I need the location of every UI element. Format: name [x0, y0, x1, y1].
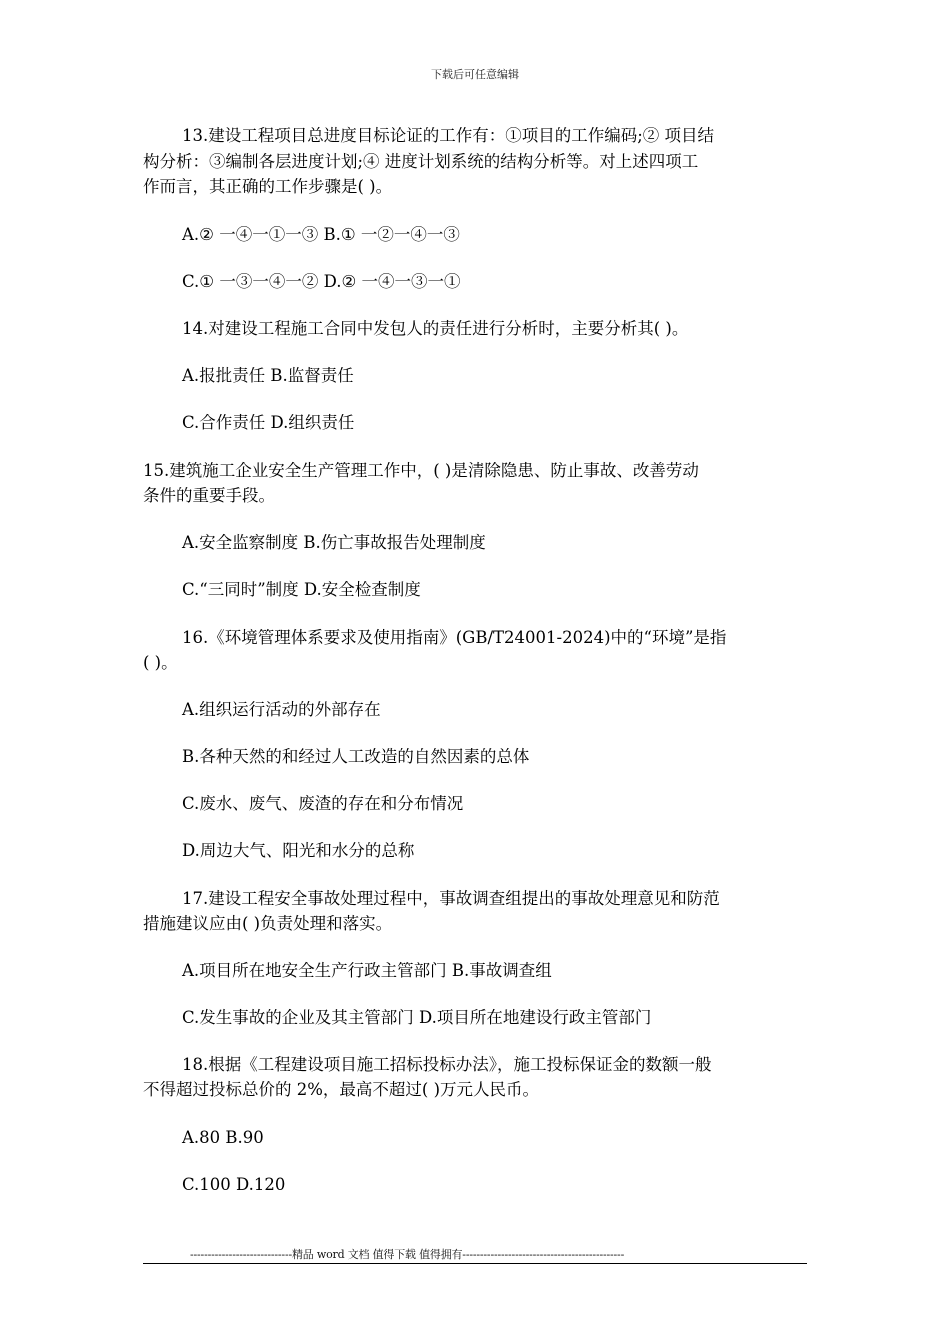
page-footer: -----------------------------精品 word 文档 值得下载 值得拥有----------------------------------------------	[190, 1248, 625, 1261]
q17-stem-line2: 措施建议应由( )负责处理和落实。	[143, 914, 393, 933]
page-header: 下载后可任意编辑	[431, 68, 519, 81]
q13-stem-line3: 作而言，其正确的工作步骤是( )。	[143, 177, 393, 196]
q13-options-cd: C.① 一③一④一② D.② 一④一③一①	[182, 272, 461, 291]
q14-options-cd: C.合作责任 D.组织责任	[182, 413, 355, 432]
q15-stem-line1: 15.建筑施工企业安全生产管理工作中，( )是清除隐患、防止事故、改善劳动	[143, 461, 699, 480]
q18-options-ab: A.80 B.90	[182, 1128, 264, 1147]
q13-stem-line2: 构分析：③编制各层进度计划;④ 进度计划系统的结构分析等。对上述四项工	[143, 152, 699, 171]
q15-options-ab: A.安全监察制度 B.伤亡事故报告处理制度	[182, 533, 486, 552]
q16-stem-line1: 16.《环境管理体系要求及使用指南》(GB/T24001-2024)中的“环境”是指	[182, 628, 727, 647]
q13-stem-line1: 13.建设工程项目总进度目标论证的工作有：①项目的工作编码;② 项目结	[182, 126, 715, 145]
q17-stem-line1: 17.建设工程安全事故处理过程中，事故调查组提出的事故处理意见和防范	[182, 889, 720, 908]
q14-options-ab: A.报批责任 B.监督责任	[182, 366, 354, 385]
q16-option-c: C.废水、废气、废渣的存在和分布情况	[182, 794, 464, 813]
q15-options-cd: C.“三同时”制度 D.安全检查制度	[182, 580, 421, 599]
q18-options-cd: C.100 D.120	[182, 1175, 286, 1194]
footer-divider	[143, 1263, 807, 1264]
q16-option-d: D.周边大气、阳光和水分的总称	[182, 841, 415, 860]
q16-option-b: B.各种天然的和经过人工改造的自然因素的总体	[182, 747, 530, 766]
q17-options-ab: A.项目所在地安全生产行政主管部门 B.事故调查组	[182, 961, 552, 980]
q16-option-a: A.组织运行活动的外部存在	[182, 700, 381, 719]
q16-stem-line2: ( )。	[143, 653, 178, 672]
q18-stem-line1: 18.根据《工程建设项目施工招标投标办法》，施工投标保证金的数额一般	[182, 1055, 712, 1074]
q18-stem-line2: 不得超过投标总价的 2%，最高不超过( )万元人民币。	[143, 1080, 540, 1099]
q17-options-cd: C.发生事故的企业及其主管部门 D.项目所在地建设行政主管部门	[182, 1008, 652, 1027]
q14-stem: 14.对建设工程施工合同中发包人的责任进行分析时，主要分析其( )。	[182, 319, 689, 338]
q15-stem-line2: 条件的重要手段。	[143, 486, 275, 505]
q13-options-ab: A.② 一④一①一③ B.① 一②一④一③	[182, 225, 460, 244]
